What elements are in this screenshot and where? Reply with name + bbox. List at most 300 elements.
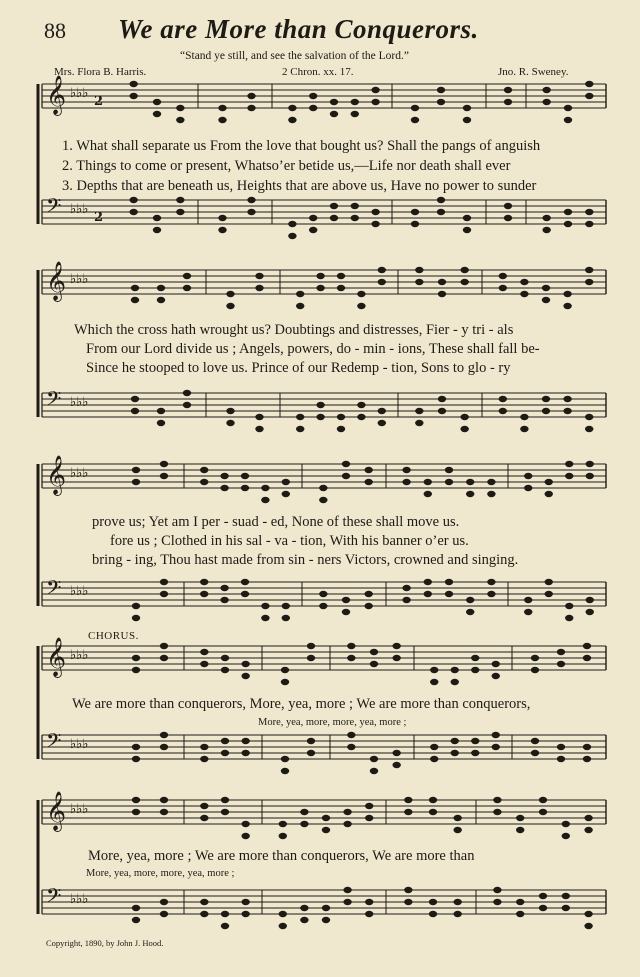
notehead [221, 750, 229, 756]
notehead [460, 279, 468, 285]
notehead [347, 643, 355, 649]
key-signature-flats: ♭♭♭ [70, 737, 89, 752]
notehead [221, 738, 229, 744]
notehead [424, 591, 432, 597]
notehead [545, 591, 553, 597]
notehead [261, 615, 269, 621]
notehead [531, 750, 539, 756]
notehead [132, 667, 140, 673]
notehead [504, 203, 512, 209]
notehead [471, 738, 479, 744]
notehead [132, 797, 140, 803]
notehead [129, 93, 137, 99]
notehead [565, 615, 573, 621]
notehead [357, 402, 365, 408]
notehead [378, 408, 386, 414]
time-signature: 2 [94, 210, 104, 225]
notehead [466, 479, 474, 485]
notehead [322, 917, 330, 923]
notehead [347, 732, 355, 738]
notehead [586, 461, 594, 467]
key-signature-flats: ♭♭♭ [70, 395, 89, 410]
notehead [583, 643, 591, 649]
notehead [404, 899, 412, 905]
key-signature-flats: ♭♭♭ [70, 584, 89, 599]
notehead [584, 815, 592, 821]
notehead [463, 105, 471, 111]
notehead [153, 227, 161, 233]
notehead [300, 821, 308, 827]
chorus-bass-words-2: More, yea, more, more, yea, more ; [86, 868, 235, 879]
notehead [520, 414, 528, 420]
notehead [200, 803, 208, 809]
notehead [437, 197, 445, 203]
notehead [453, 827, 461, 833]
notehead [342, 609, 350, 615]
notehead [342, 597, 350, 603]
notehead [176, 209, 184, 215]
notehead [453, 911, 461, 917]
notehead [371, 209, 379, 215]
notehead [351, 111, 359, 117]
key-signature-flats: ♭♭♭ [70, 802, 89, 817]
notehead [218, 117, 226, 123]
notehead [453, 899, 461, 905]
notehead [402, 479, 410, 485]
notehead [281, 667, 289, 673]
notehead [542, 396, 550, 402]
notehead [319, 591, 327, 597]
notehead [471, 655, 479, 661]
notehead [586, 473, 594, 479]
scripture-reference: 2 Chron. xx. 17. [282, 66, 354, 78]
notehead [261, 497, 269, 503]
notehead [392, 655, 400, 661]
notehead [562, 833, 570, 839]
notehead [438, 396, 446, 402]
notehead [279, 833, 287, 839]
notehead [404, 797, 412, 803]
notehead [504, 215, 512, 221]
notehead [392, 643, 400, 649]
notehead [542, 285, 550, 291]
notehead [378, 279, 386, 285]
notehead [351, 203, 359, 209]
notehead [319, 485, 327, 491]
notehead [351, 99, 359, 105]
notehead [153, 111, 161, 117]
notehead [347, 744, 355, 750]
notehead [460, 267, 468, 273]
notehead [347, 655, 355, 661]
notehead [221, 923, 229, 929]
notehead [415, 279, 423, 285]
notehead [460, 414, 468, 420]
notehead [493, 899, 501, 905]
notehead [542, 87, 550, 93]
chorus-bass-words-1: More, yea, more, more, yea, more ; [258, 717, 407, 728]
time-signature: 2 [94, 94, 104, 109]
notehead [451, 679, 459, 685]
notehead [539, 809, 547, 815]
notehead [545, 479, 553, 485]
notehead [255, 414, 263, 420]
notehead [542, 227, 550, 233]
notehead [493, 887, 501, 893]
notehead [183, 390, 191, 396]
notehead [132, 809, 140, 815]
notehead [430, 679, 438, 685]
key-signature-flats: ♭♭♭ [70, 466, 89, 481]
notehead [132, 467, 140, 473]
notehead [499, 396, 507, 402]
notehead [279, 923, 287, 929]
notehead [583, 744, 591, 750]
notehead [451, 750, 459, 756]
notehead [342, 473, 350, 479]
notehead [585, 414, 593, 420]
notehead [411, 105, 419, 111]
notehead [131, 396, 139, 402]
notehead [307, 750, 315, 756]
notehead [160, 809, 168, 815]
treble-clef-icon: 𝄞 [46, 75, 67, 115]
notehead [516, 815, 524, 821]
notehead [281, 768, 289, 774]
notehead [218, 215, 226, 221]
notehead [337, 426, 345, 432]
key-signature-flats: ♭♭♭ [70, 892, 89, 907]
lyric-s3-verse1: prove us; Yet am I per - suad - ed, None of these shall move us. [92, 514, 460, 530]
author-credit: Mrs. Flora B. Harris. [54, 66, 147, 78]
notehead [255, 285, 263, 291]
notehead [466, 491, 474, 497]
bass-clef-icon: 𝄢 [46, 194, 62, 222]
notehead [365, 899, 373, 905]
notehead [499, 273, 507, 279]
notehead [160, 643, 168, 649]
lyric-s1-verse3: 3. Depths that are beneath us, Heights that are above us, Have no power to sunder [62, 178, 537, 194]
notehead [160, 655, 168, 661]
notehead [226, 420, 234, 426]
notehead [160, 591, 168, 597]
composer-credit: Jno. R. Sweney. [498, 66, 569, 78]
bass-clef-icon: 𝄢 [46, 576, 62, 604]
notehead [404, 887, 412, 893]
notehead [131, 285, 139, 291]
notehead [586, 609, 594, 615]
notehead [364, 591, 372, 597]
notehead [261, 485, 269, 491]
notehead [437, 99, 445, 105]
notehead [531, 667, 539, 673]
notehead [539, 797, 547, 803]
lyric-s2-verse1: Which the cross hath wrought us? Doubtings and distresses, Fier - y tri - als [74, 322, 514, 338]
notehead [542, 408, 550, 414]
notehead [563, 303, 571, 309]
notehead [157, 420, 165, 426]
notehead [279, 821, 287, 827]
notehead [492, 732, 500, 738]
notehead [157, 285, 165, 291]
notehead [157, 408, 165, 414]
notehead [524, 473, 532, 479]
notehead [493, 797, 501, 803]
notehead [343, 809, 351, 815]
notehead [583, 655, 591, 661]
notehead [463, 227, 471, 233]
notehead [342, 461, 350, 467]
notehead [415, 420, 423, 426]
notehead [460, 426, 468, 432]
notehead [200, 899, 208, 905]
notehead [445, 479, 453, 485]
notehead [132, 744, 140, 750]
notehead [499, 408, 507, 414]
notehead [562, 905, 570, 911]
notehead [176, 105, 184, 111]
notehead [487, 491, 495, 497]
key-signature-flats: ♭♭♭ [70, 648, 89, 663]
notehead [565, 461, 573, 467]
notehead [300, 809, 308, 815]
notehead [247, 209, 255, 215]
notehead [220, 585, 228, 591]
notehead [241, 473, 249, 479]
notehead [584, 923, 592, 929]
notehead [565, 473, 573, 479]
notehead [539, 905, 547, 911]
notehead [330, 99, 338, 105]
notehead [309, 105, 317, 111]
notehead [487, 591, 495, 597]
notehead [281, 756, 289, 762]
notehead [516, 911, 524, 917]
notehead [160, 911, 168, 917]
notehead [221, 911, 229, 917]
notehead [557, 661, 565, 667]
notehead [241, 833, 249, 839]
notehead [330, 111, 338, 117]
notehead [438, 279, 446, 285]
notehead [337, 414, 345, 420]
notehead [183, 402, 191, 408]
notehead [585, 209, 593, 215]
notehead [241, 738, 249, 744]
notehead [309, 215, 317, 221]
notehead [282, 603, 290, 609]
notehead [200, 591, 208, 597]
lyric-s3-verse2: fore us ; Clothed in his sal - va - tion, With his banner o’er us. [110, 533, 469, 549]
notehead [307, 655, 315, 661]
key-signature-flats: ♭♭♭ [70, 272, 89, 287]
key-signature-flats: ♭♭♭ [70, 86, 89, 101]
notehead [585, 81, 593, 87]
notehead [392, 762, 400, 768]
notehead [437, 209, 445, 215]
notehead [176, 197, 184, 203]
notehead [563, 408, 571, 414]
notehead [445, 591, 453, 597]
notehead [531, 655, 539, 661]
notehead [218, 227, 226, 233]
notehead [241, 673, 249, 679]
notehead [316, 414, 324, 420]
notehead [370, 756, 378, 762]
notehead [160, 899, 168, 905]
notehead [160, 744, 168, 750]
lyric-s1-verse1: 1. What shall separate us From the love that bought us? Shall the pangs of anguish [62, 138, 541, 154]
notehead [343, 899, 351, 905]
notehead [365, 803, 373, 809]
notehead [524, 609, 532, 615]
notehead [557, 649, 565, 655]
notehead [557, 756, 565, 762]
notehead [322, 815, 330, 821]
notehead [322, 827, 330, 833]
notehead [221, 797, 229, 803]
notehead [200, 815, 208, 821]
notehead [565, 603, 573, 609]
notehead [357, 414, 365, 420]
notehead [220, 597, 228, 603]
notehead [437, 87, 445, 93]
notehead [282, 491, 290, 497]
notehead [499, 285, 507, 291]
chorus-lyric-line1: We are more than conquerors, More, yea, more ; We are more than conquerors, [72, 696, 531, 712]
notehead [463, 117, 471, 123]
notehead [585, 221, 593, 227]
notehead [226, 303, 234, 309]
notehead [424, 579, 432, 585]
notehead [255, 273, 263, 279]
notehead [282, 479, 290, 485]
notehead [357, 303, 365, 309]
notehead [364, 479, 372, 485]
notehead [288, 105, 296, 111]
notehead [200, 649, 208, 655]
notehead [471, 667, 479, 673]
notehead [370, 649, 378, 655]
notehead [160, 473, 168, 479]
notehead [129, 81, 137, 87]
notehead [402, 467, 410, 473]
notehead [438, 408, 446, 414]
notehead [520, 279, 528, 285]
notehead [402, 597, 410, 603]
notehead [200, 744, 208, 750]
epigraph: “Stand ye still, and see the salvation of the Lord.” [180, 50, 409, 62]
lyric-s3-verse3: bring - ing, Thou hast made from sin - ners Victors, crowned and singing. [92, 552, 519, 568]
notehead [415, 408, 423, 414]
notehead [531, 738, 539, 744]
notehead [429, 809, 437, 815]
notehead [545, 579, 553, 585]
notehead [564, 221, 572, 227]
notehead [545, 491, 553, 497]
notehead [296, 426, 304, 432]
notehead [357, 291, 365, 297]
notehead [241, 750, 249, 756]
notehead [430, 756, 438, 762]
notehead [221, 655, 229, 661]
notehead [584, 827, 592, 833]
notehead [492, 673, 500, 679]
notehead [524, 485, 532, 491]
notehead [221, 809, 229, 815]
notehead [247, 105, 255, 111]
notehead [200, 467, 208, 473]
notehead [466, 609, 474, 615]
lyric-s2-verse3: Since he stooped to love us. Prince of our Redemp - tion, Sons to glo - ry [86, 360, 511, 376]
notehead [296, 291, 304, 297]
notehead [351, 215, 359, 221]
notehead [562, 893, 570, 899]
notehead [241, 821, 249, 827]
notehead [337, 273, 345, 279]
notehead [218, 105, 226, 111]
notehead [451, 738, 459, 744]
notehead [411, 209, 419, 215]
notehead [364, 467, 372, 473]
notehead [415, 267, 423, 273]
notehead [200, 756, 208, 762]
notehead [129, 197, 137, 203]
notehead [492, 661, 500, 667]
notehead [487, 479, 495, 485]
notehead [445, 579, 453, 585]
notehead [330, 203, 338, 209]
notehead [371, 221, 379, 227]
notehead [132, 615, 140, 621]
notehead [200, 579, 208, 585]
notehead [241, 911, 249, 917]
notehead [516, 827, 524, 833]
notehead [279, 911, 287, 917]
copyright-notice: Copyright, 1890, by John J. Hood. [46, 938, 164, 948]
notehead [364, 603, 372, 609]
notehead [176, 117, 184, 123]
notehead [129, 209, 137, 215]
notehead [132, 603, 140, 609]
notehead [309, 227, 317, 233]
notehead [281, 679, 289, 685]
notehead [411, 221, 419, 227]
notehead [504, 87, 512, 93]
notehead [585, 93, 593, 99]
notehead [451, 667, 459, 673]
notehead [131, 297, 139, 303]
notehead [307, 643, 315, 649]
notehead [564, 117, 572, 123]
notehead [430, 667, 438, 673]
notehead [520, 426, 528, 432]
notehead [402, 585, 410, 591]
lyric-s1-verse2: 2. Things to come or present, Whatso’er betide us,—Life nor death shall ever [62, 158, 511, 174]
notehead [378, 267, 386, 273]
notehead [542, 297, 550, 303]
notehead [492, 744, 500, 750]
notehead [247, 93, 255, 99]
notehead [557, 744, 565, 750]
bass-clef-icon: 𝄢 [46, 884, 62, 912]
notehead [282, 615, 290, 621]
notehead [520, 291, 528, 297]
notehead [487, 579, 495, 585]
notehead [583, 756, 591, 762]
notehead [424, 479, 432, 485]
notehead [585, 267, 593, 273]
